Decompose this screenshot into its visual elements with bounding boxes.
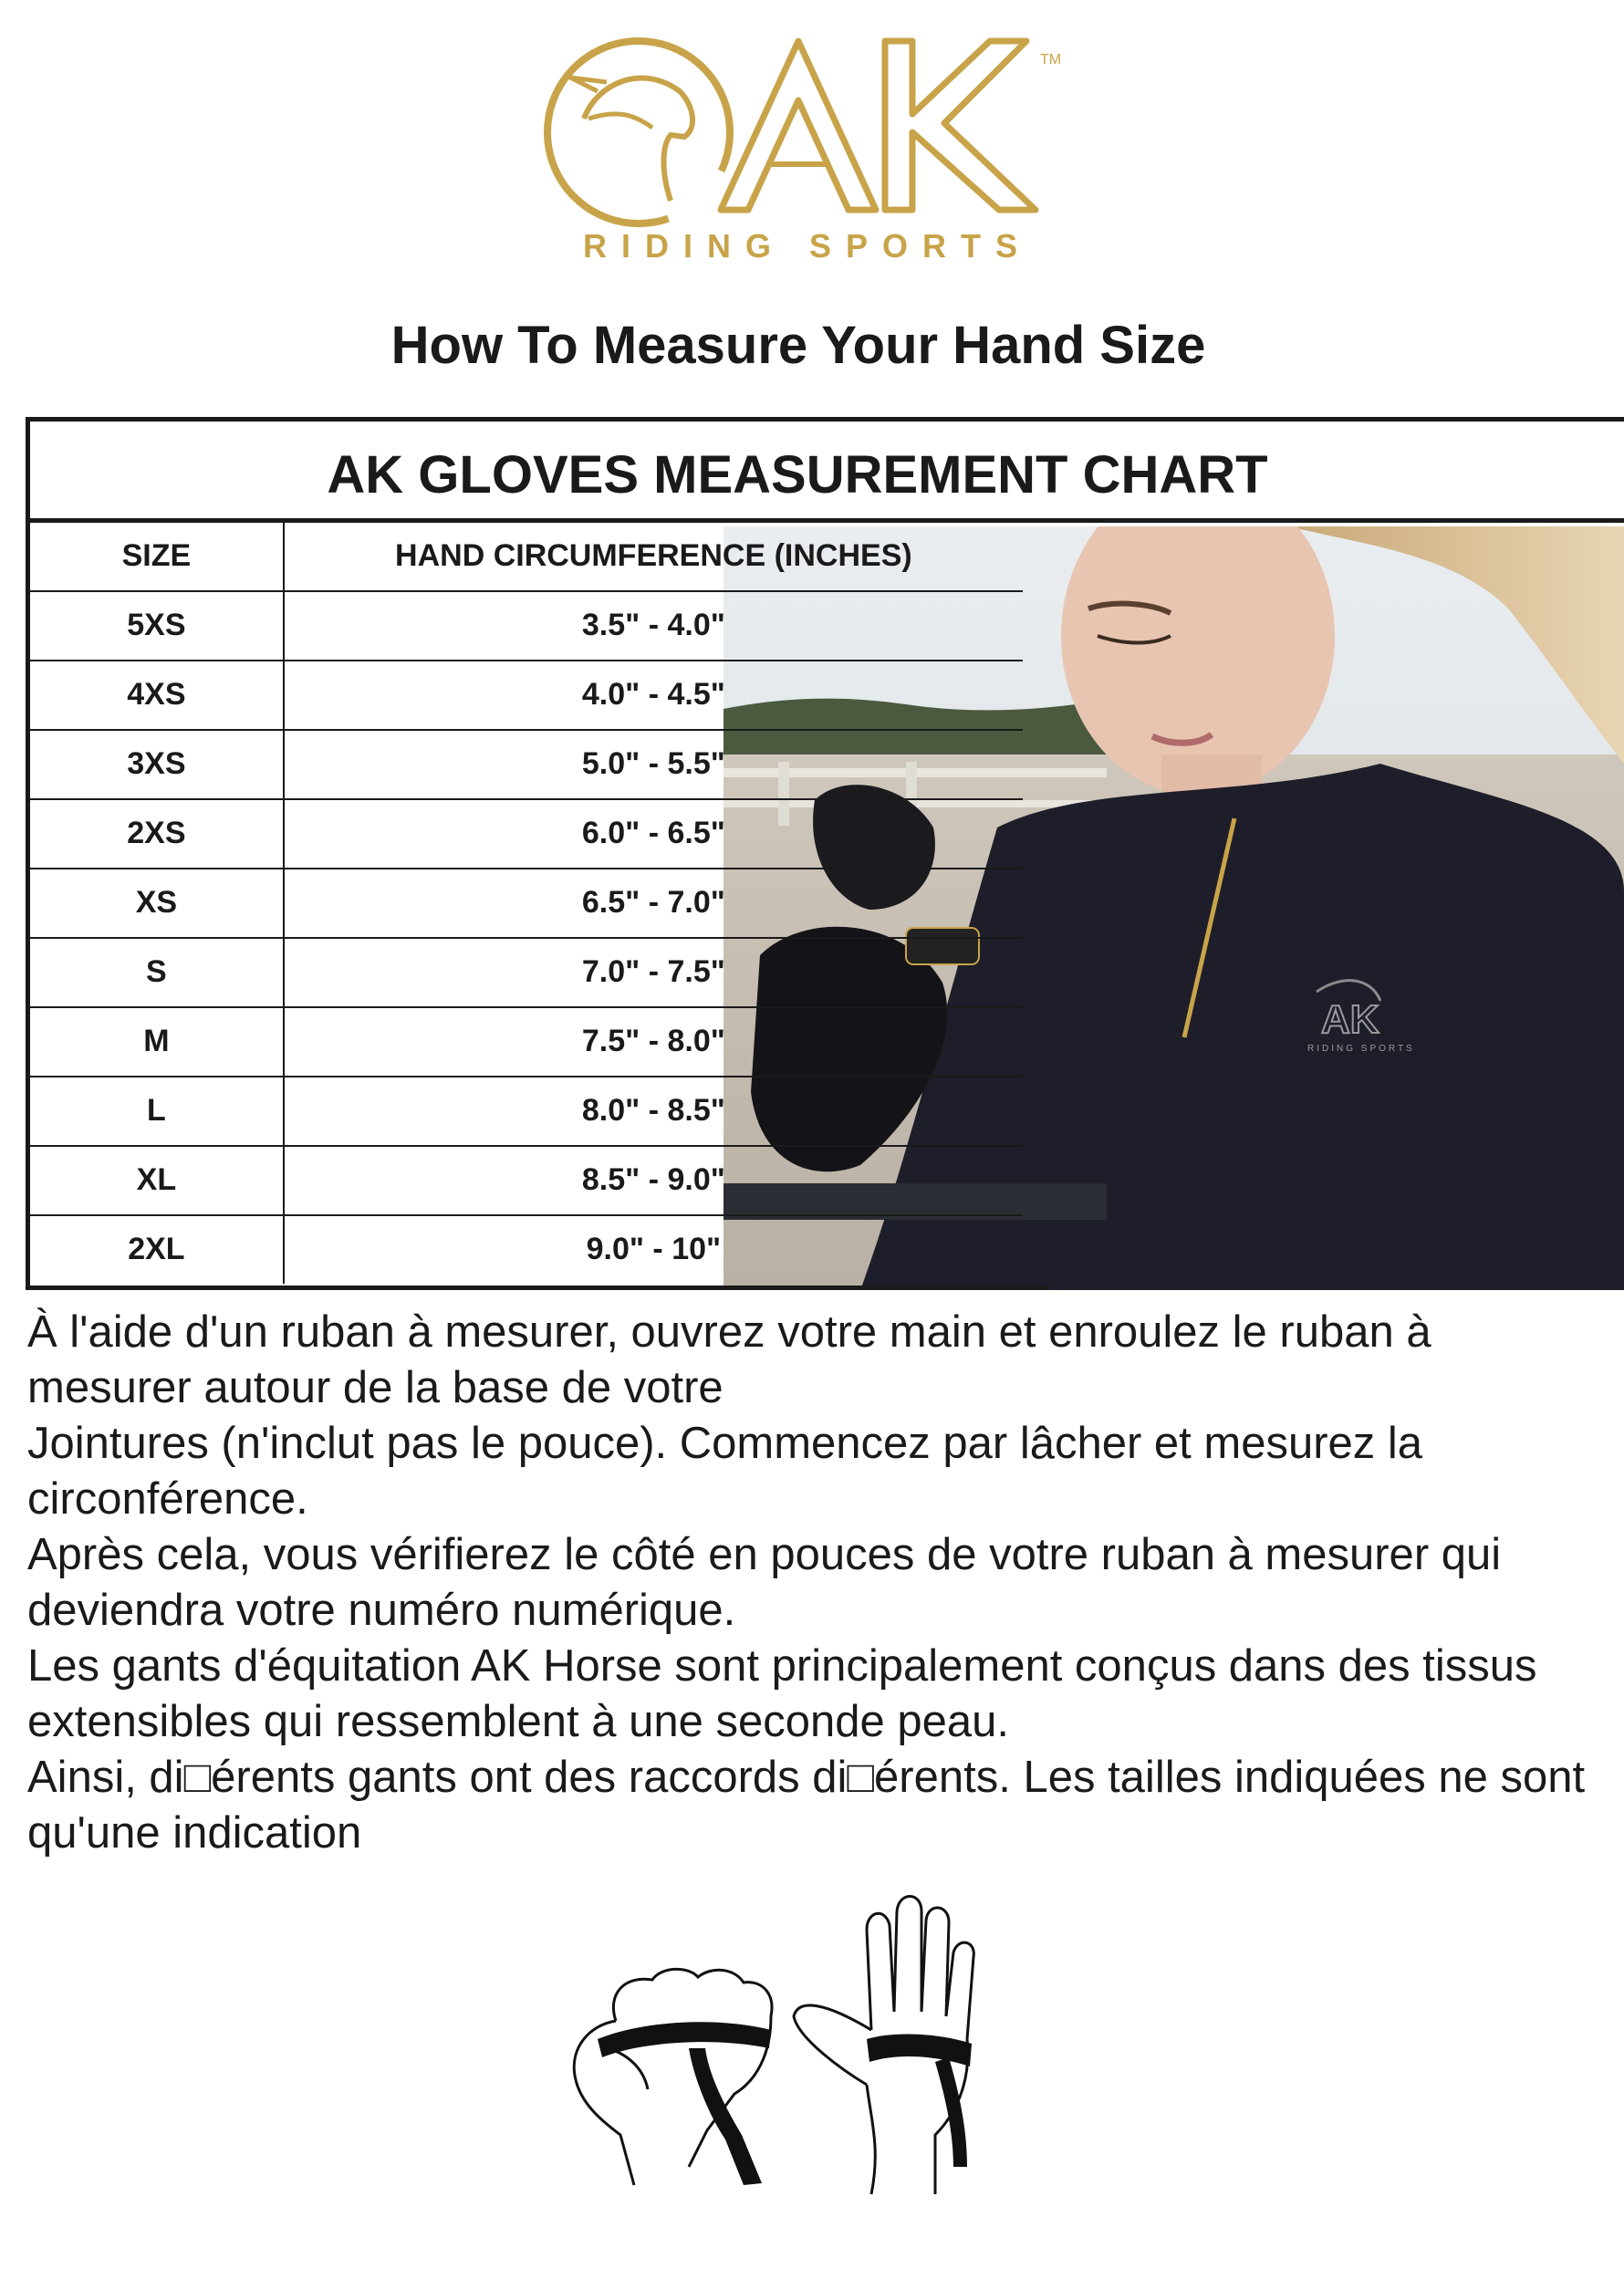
- instruction-paragraph: Jointures (n'inclut pas le pouce). Commencez par lâcher et mesurez la circonférence.: [27, 1419, 1423, 1524]
- size-cell: L: [30, 1076, 285, 1145]
- measurement-instructions: [27, 1305, 1606, 1861]
- instruction-paragraph: Les gants d'équitation AK Horse sont principalement conçus dans des tissus extensibles qui ressemblent à une seconde peau.: [27, 1641, 1537, 1746]
- size-cell: 2XS: [30, 798, 285, 868]
- size-cell: 3XS: [30, 729, 285, 798]
- table-row: [30, 660, 1023, 731]
- instruction-paragraph: Ainsi, di□érents gants ont des raccords di□érents. Les tailles indiquées ne sont qu'une indication: [27, 1753, 1586, 1858]
- range-cell: 6.0" - 6.5": [581, 815, 725, 850]
- measurement-chart: [26, 417, 1624, 1290]
- page-heading: How To Measure Your Hand Size: [390, 316, 1206, 375]
- column-header-size: SIZE: [30, 521, 285, 590]
- range-cell: 5.0" - 5.5": [581, 745, 725, 781]
- range-cell: 3.5" - 4.0": [581, 607, 725, 642]
- range-cell: 7.5" - 8.0": [581, 1023, 725, 1058]
- range-cell: 6.5" - 7.0": [581, 884, 725, 920]
- size-table: [26, 521, 1047, 1290]
- table-row: [30, 798, 1023, 869]
- table-row: [30, 937, 1023, 1008]
- range-cell: 8.5" - 9.0": [581, 1161, 725, 1197]
- table-row: [30, 1145, 1023, 1216]
- size-cell: S: [30, 937, 285, 1006]
- size-cell: 2XL: [30, 1214, 285, 1284]
- table-row: [30, 729, 1023, 800]
- hand-measuring-illustration: [552, 1893, 1063, 2217]
- logo-tagline: RIDING SPORTS: [582, 227, 1033, 265]
- table-row: [30, 1006, 1023, 1077]
- column-header-circumference: HAND CIRCUMFERENCE (INCHES): [395, 537, 912, 573]
- size-cell: XL: [30, 1145, 285, 1214]
- instruction-paragraph: Après cela, vous vérifierez le côté en pouces de votre ruban à mesurer qui deviendra votre numéro numérique.: [27, 1530, 1502, 1635]
- table-row: [30, 1214, 1023, 1284]
- range-cell: 8.0" - 8.5": [581, 1092, 725, 1128]
- chart-title: AK GLOVES MEASUREMENT CHART: [327, 445, 1268, 505]
- table-row: [30, 868, 1023, 939]
- range-cell: 9.0" - 10": [586, 1231, 722, 1266]
- instruction-paragraph: À l'aide d'un ruban à mesurer, ouvrez votre main et enroulez le ruban à mesurer autour de la base de votre: [27, 1307, 1431, 1412]
- table-row: [30, 590, 1023, 661]
- size-cell: 4XS: [30, 660, 285, 729]
- range-cell: 7.0" - 7.5": [581, 953, 725, 989]
- size-cell: 5XS: [30, 590, 285, 660]
- brand-logo: [534, 27, 1099, 274]
- range-cell: 4.0" - 4.5": [581, 676, 725, 712]
- trademark-mark: TM: [1040, 52, 1062, 68]
- table-row: [30, 1076, 1023, 1147]
- size-cell: XS: [30, 868, 285, 937]
- size-cell: M: [30, 1006, 285, 1076]
- garment-logo: AK: [1321, 997, 1379, 1042]
- table-header-row: [30, 521, 1023, 592]
- garment-tagline: RIDING SPORTS: [1307, 1044, 1415, 1054]
